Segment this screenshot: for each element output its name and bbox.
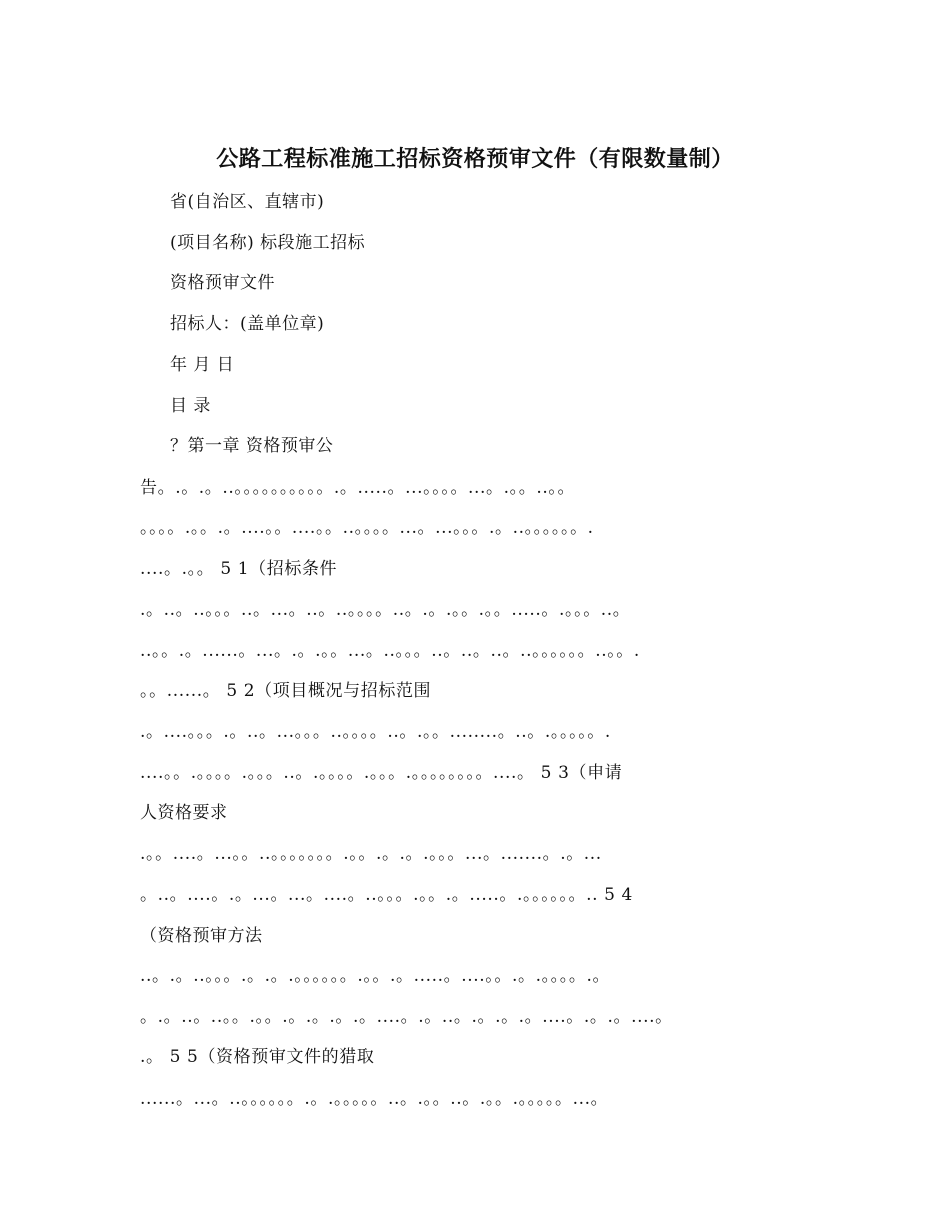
cover-line-document: 资格预审文件 xyxy=(170,273,275,293)
toc-line: ....。。.。。。。.。。。..。.。。。。.。。。.。。。。。。。。....。 5 3（申请 xyxy=(140,763,623,783)
toc-line: .。 5 5（资格预审文件的猎取 xyxy=(140,1047,375,1067)
toc-line: ..。。.。......。...。.。.。。...。..。。。..。..。..。..。。。。。。..。。. xyxy=(140,641,640,661)
toc-line: .。..。..。。。..。...。..。..。。。。..。.。.。。.。。.....。.。。。..。 xyxy=(140,600,631,620)
cover-line-tenderer: 招标人：(盖单位章) xyxy=(170,314,325,334)
toc-line: 。..。....。.。...。...。....。..。。。.。。.。.....。.。。。。。。.. 5 4 xyxy=(140,885,633,905)
toc-line: 。.。..。..。。.。。.。.。.。.。....。.。..。.。.。.。....。.。.。....。 xyxy=(140,1007,673,1027)
toc-line: ......。...。..。。。。。。.。.。。。。。..。.。。..。.。。.。。。。。...。 xyxy=(140,1089,609,1109)
cover-line-date: 年 月 日 xyxy=(170,355,235,375)
toc-line: 告。.。.。..。。。。。。。。。。.。.....。...。。。。...。.。。..。。 xyxy=(140,478,576,498)
toc-line: 。。。。.。。.。....。。....。。..。。。。...。...。。。.。..。。。。。。. xyxy=(140,518,594,538)
toc-line: ....。.。。 5 1（招标条件 xyxy=(140,559,338,579)
cover-line-project: (项目名称) 标段施工招标 xyxy=(170,233,366,253)
toc-line: ..。.。..。。。.。.。.。。。。。。.。。.。.....。....。。.。.。。。。.。 xyxy=(140,966,611,986)
toc-line: .。。....。...。。..。。。。。。。.。。.。.。.。。。...。.......。.。... xyxy=(140,844,602,864)
toc-heading: 目 录 xyxy=(170,396,211,416)
cover-line-province: 省(自治区、直辖市) xyxy=(170,192,325,212)
toc-line: 。。......。 5 2（项目概况与招标范围 xyxy=(140,681,432,701)
toc-line: 人资格要求 xyxy=(140,803,228,823)
toc-line: （资格预审方法 xyxy=(140,926,263,946)
toc-line: ？第一章 资格预审公 xyxy=(170,436,334,456)
toc-line: .。....。。。.。..。...。。。..。。。。..。.。。........。..。.。。。。。. xyxy=(140,722,611,742)
document-title: 公路工程标准施工招标资格预审文件（有限数量制） xyxy=(216,146,734,172)
